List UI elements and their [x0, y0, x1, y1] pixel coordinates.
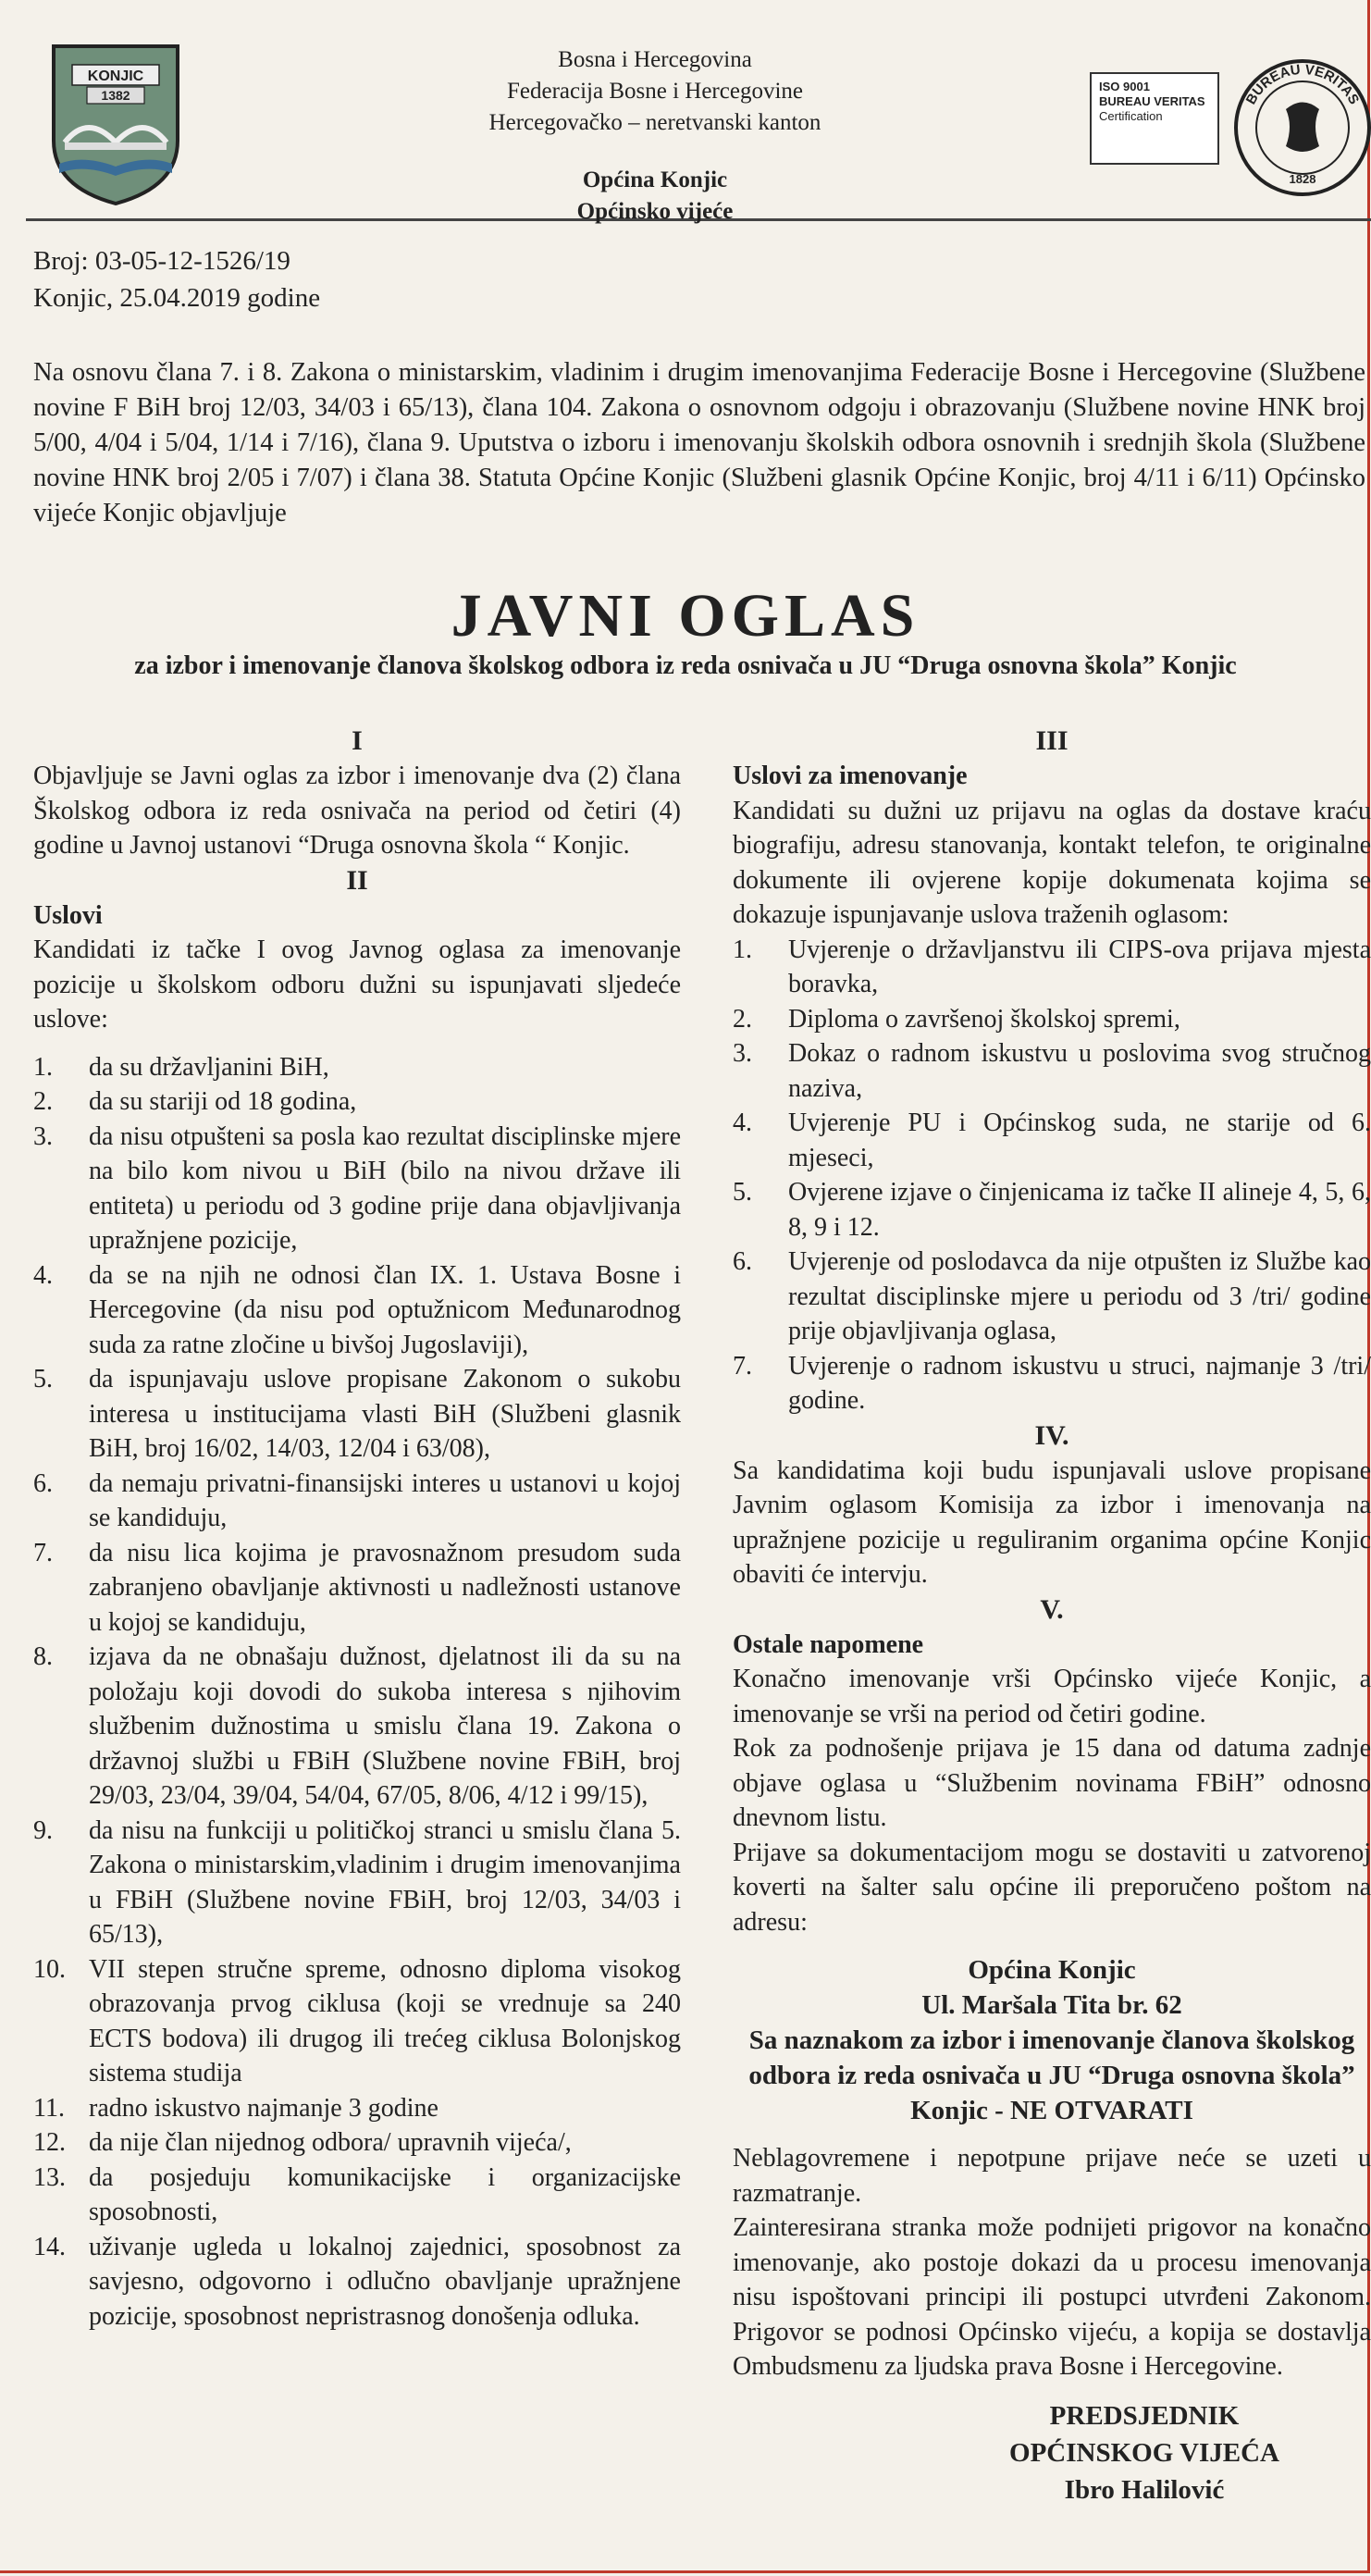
right-column	[733, 724, 1371, 2508]
notice-title: JAVNI OGLAS	[451, 582, 920, 650]
section-2-heading: II	[346, 864, 368, 896]
mailing-address	[733, 1952, 1371, 2128]
document-header	[26, 17, 1371, 224]
list-item: 2. da su stariji od 18 godina,	[33, 1087, 357, 1116]
cert-line1: ISO 9001	[1099, 80, 1150, 93]
list-item: 2. Diploma o završenoj školskoj spremi,	[733, 1004, 1180, 1034]
section-5-p4: Neblagovremene i nepotpune prijave neće se uzeti u razmatranje.	[733, 2144, 1371, 2208]
list-item: 10. VII stepen stručne spreme, odnosno diploma visokog obrazovanja prvog ciklusa (koji se vrednuje sa 240 ECTS bodova) ili drugog ili trećeg ciklusa Bolonjskog sistema studija	[33, 1954, 681, 2087]
list-item: 5. Ovjerene izjave o činjenicama iz tačke II alineje 4, 5, 6, 8, 9 i 12.	[733, 1178, 1371, 1242]
crest-text: KONJIC	[87, 68, 144, 84]
section-5-p2: Rok za podnošenje prijava je 15 dana od datuma zadnje objave oglasa u “Službenim novinama FBiH” odnosno dnevnom listu.	[733, 1734, 1371, 1832]
section-5-heading: V.	[1040, 1593, 1064, 1625]
list-item: 13. da posjeduju komunikacijske i organizacijske sposobnosti,	[33, 2162, 681, 2226]
federation-name: Federacija Bosne i Hercegovine	[506, 79, 803, 104]
seal-text: BUREAU VERITAS	[1242, 61, 1363, 107]
section-3-subheading: Uslovi za imenovanje	[733, 762, 968, 790]
seal-year: 1828	[1289, 172, 1316, 186]
list-item: 11. radno iskustvo najmanje 3 godine	[33, 2093, 438, 2123]
konjic-coat-of-arms	[46, 39, 185, 207]
cert-line2: BUREAU VERITAS	[1099, 94, 1205, 108]
country-name: Bosna i Hercegovina	[558, 47, 752, 72]
section-5-p1: Konačno imenovanje vrši Općinsko vijeće Konjic, a imenovanje se vrši na period od četiri godine.	[733, 1665, 1371, 1728]
list-item: 7. da nisu lica kojima je pravosnažnom presudom suda zabranjeno obavljanje aktivnosti u nadležnosti ustanove u kojoj se kandiduju,	[33, 1538, 681, 1637]
section-5-p5: Zainteresirana stranka može podnijeti prigovor na konačno imenovanje, ako postoje dokazi da u procesu imenovanja nisu ispoštovani principi ili postupci utvrđeni Zakonom. Prigovor se podnosi Općinsko vijeću, a kopija se dostavlja Ombudsmenu za ljudska prava Bosne i Hercegovine.	[733, 2213, 1371, 2381]
canton-name: Hercegovačko – neretvanski kanton	[488, 110, 821, 135]
section-1-text: Objavljuje se Javni oglas za izbor i imenovanje dva (2) člana Školskog odbora iz reda osnivača na period od četiri (4) godine u Javnoj ustanovi “Druga osnovna škola “ Konjic.	[33, 762, 681, 860]
list-item: 4. Uvjerenje PU i Općinskog suda, ne starije od 6. mjeseci,	[733, 1108, 1371, 1172]
conditions-list	[33, 1050, 681, 2334]
address-line-3: Sa naznakom za izbor i imenovanje članova školskog odbora iz reda osnivača u JU “Druga osnovna škola” Konjic - NE OTVARATI	[748, 2025, 1355, 2125]
signature-name: Ibro Halilović	[1064, 2474, 1225, 2505]
section-5-subheading: Ostale napomene	[733, 1629, 924, 1659]
svg-text:BUREAU VERITAS	[1243, 62, 1363, 107]
section-1-heading: I	[352, 725, 363, 756]
documents-list	[733, 933, 1371, 1418]
list-item: 6. Uvjerenje od poslodavca da nije otpušten iz Službe kao rezultat disciplinske mjere u periodu od 3 /tri/ godine prije objavljivanja oglasa,	[733, 1247, 1371, 1345]
signature-title-1: PREDSJEDNIK	[1049, 2400, 1240, 2431]
section-2-text: Kandidati iz tačke I ovog Javnog oglasa za imenovanje pozicije u školskom odboru dužni su ispunjavati sljedeće uslove:	[33, 935, 681, 1034]
section-5-p3: Prijave sa dokumentacijom mogu se dostaviti u zatvorenoj koverti na šalter salu općine ili preporučeno poštom na adresu:	[733, 1838, 1371, 1937]
list-item: 9. da nisu na funkciji u političkoj stranci u smislu člana 5. Zakona o ministarskim,vladinim i drugim imenovanjima u FBiH (Službene novine FBiH, broj 12/03, 34/03 i 65/13),	[33, 1815, 681, 1949]
section-3-text: Kandidati su dužni uz prijavu na oglas da dostave kraću biografiju, adresu stanovanja, kontakt telefon, te originalne dokumente ili ovjerene kopije dokumenata kojima se dokazuje ispunjavanje uslova traženih oglasom:	[733, 796, 1371, 929]
list-item: 3. da nisu otpušteni sa posla kao rezultat disciplinske mjere na bilo kom nivou u BiH (bilo na nivou države ili entiteta) u periodu od 3 godine prije dana objavljivanja upražnjene pozicije,	[33, 1121, 681, 1255]
list-item: 5. da ispunjavaju uslove propisane Zakonom o sukobu interesa u institucijama vlasti BiH (Službeni glasnik BiH, broj 16/02, 14/03, 12/04 i 63/08),	[33, 1365, 681, 1463]
list-item: 6. da nemaju privatni-finansijski interes u ustanovi u kojoj se kandiduju,	[33, 1468, 681, 1532]
crest-year: 1382	[101, 88, 130, 103]
council-name: Općinsko vijeće	[576, 199, 734, 224]
reference-number: Broj: 03-05-12-1526/19	[33, 246, 290, 276]
municipality-name: Općina Konjic	[582, 167, 728, 192]
signature-title-2: OPĆINSKOG VIJEĆA	[1009, 2437, 1279, 2468]
list-item: 8. izjava da ne obnašaju dužnost, djelatnost ili da su na položaju koji dovodi do sukoba interesa s njihovim službenim dužnostima u smislu člana 19. Zakona o državnoj službi u FBiH (Službene novine FBiH, broj 29/03, 23/04, 39/04, 54/04, 67/05, 8/06, 4/12 i 99/15),	[33, 1642, 681, 1810]
section-4-text: Sa kandidatima koji budu ispunjavali uslove propisane Javnim oglasom Komisija za izbor i imenovanja na upražnjene pozicije u reguliranim organima općine Konjic obaviti će intervju.	[733, 1455, 1371, 1589]
place-date: Konjic, 25.04.2019 godine	[33, 283, 321, 313]
section-3-heading: III	[1035, 725, 1068, 756]
list-item: 4. da se na njih ne odnosi član IX. 1. Ustava Bosne i Hercegovine (da nisu pod optužnicom Međunarodnog suda za ratne zločine u bivšoj Jugoslaviji),	[33, 1260, 681, 1359]
notice-subtitle: za izbor i imenovanje članova školskog odbora iz reda osnivača u JU “Druga osnovna škola” Konjic	[134, 651, 1237, 680]
list-item: 12. da nije član nijednog odbora/ upravnih vijeća/,	[33, 2128, 572, 2157]
address-line-1: Općina Konjic	[968, 1955, 1136, 1985]
list-item: 14. uživanje ugleda u lokalnoj zajednici, sposobnost za savjesno, odgovorno i odlučno obavljanje upražnjene pozicije, sposobnost nepristrasnog donošenja odluka.	[33, 2232, 681, 2331]
signature-block	[918, 2397, 1371, 2508]
section-4-heading: IV.	[1034, 1419, 1069, 1451]
document-meta	[33, 242, 320, 316]
cert-line3: Certification	[1099, 109, 1163, 123]
list-item: 3. Dokaz o radnom iskustvu u poslovima svog stručnog naziva,	[733, 1039, 1371, 1103]
list-item: 1. Uvjerenje o državljanstvu ili CIPS-ova prijava mjesta boravka,	[733, 935, 1371, 998]
left-column	[33, 724, 681, 2334]
iso-certificate-box	[1090, 72, 1219, 165]
issuer-block	[396, 44, 914, 228]
list-item: 7. Uvjerenje o radnom iskustvu u struci, najmanje 3 /tri/ godine.	[733, 1351, 1371, 1415]
bureau-veritas-seal	[1229, 54, 1371, 202]
address-line-2: Ul. Maršala Tita br. 62	[921, 1990, 1182, 2020]
legal-basis-paragraph: Na osnovu člana 7. i 8. Zakona o ministarskim, vladinim i drugim imenovanjima Federacije Bosne i Hercegovine (Službene novine F BiH broj 12/03, 34/03 i 65/13), člana 104. Zakona o osnovnom odgoju i obrazovanju (Službene novine HNK broj 5/00, 4/04 i 5/04, 1/14 i 7/16), člana 9. Uputstva o izboru i imenovanju školskih odbora osnovnih i srednjih škola (Službene novine HNK broj 2/05 i 7/07) i člana 38. Statuta Općine Konjic (Službeni glasnik Općine Konjic, broj 4/11 i 6/11) Općinsko vijeće Konjic objavljuje	[33, 358, 1365, 527]
section-2-subheading: Uslovi	[33, 900, 103, 930]
list-item: 1. da su državljanini BiH,	[33, 1052, 329, 1082]
